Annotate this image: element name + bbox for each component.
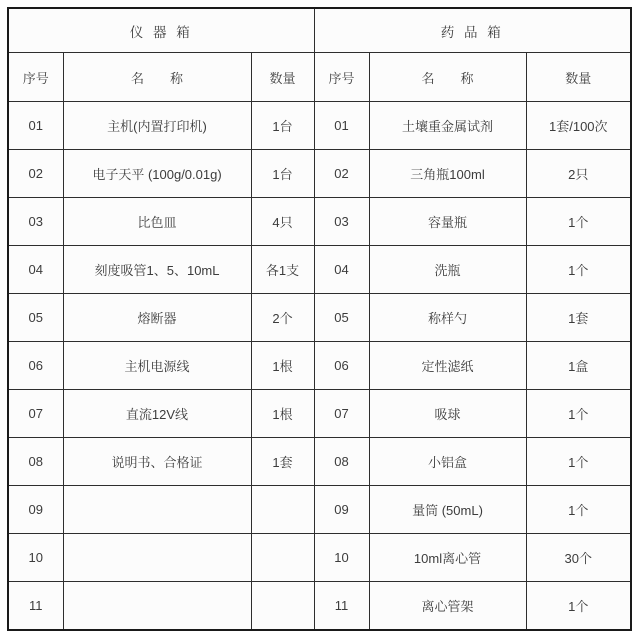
medicine-qty-cell: 1个 — [526, 390, 631, 438]
medicine-name-cell: 10ml离心管 — [369, 534, 526, 582]
medicine-index-cell: 06 — [314, 342, 369, 390]
table-row — [8, 486, 631, 534]
instrument-index-cell: 01 — [8, 102, 63, 150]
instrument-qty-cell: 4只 — [251, 198, 314, 246]
medicine-index-cell: 03 — [314, 198, 369, 246]
medicine-qty-cell: 1套 — [526, 294, 631, 342]
instrument-qty-cell: 1台 — [251, 102, 314, 150]
medicine-qty-cell: 1套/100次 — [526, 102, 631, 150]
medicine-index-cell: 09 — [314, 486, 369, 534]
instrument-qty-cell — [251, 486, 314, 534]
instrument-qty-cell: 1台 — [251, 150, 314, 198]
medicine-index-cell: 11 — [314, 582, 369, 631]
medicine-name-cell: 称样勺 — [369, 294, 526, 342]
instrument-index-cell: 07 — [8, 390, 63, 438]
instrument-name-cell: 主机(内置打印机) — [63, 102, 251, 150]
medicine-index-cell: 04 — [314, 246, 369, 294]
instrument-index-cell: 04 — [8, 246, 63, 294]
table-row — [8, 438, 631, 486]
medicine-qty-cell: 30个 — [526, 534, 631, 582]
table-row — [8, 342, 631, 390]
medicine-index-cell: 01 — [314, 102, 369, 150]
table-row — [8, 102, 631, 150]
instrument-index-cell: 02 — [8, 150, 63, 198]
medicine-name-cell: 定性滤纸 — [369, 342, 526, 390]
column-header-row — [8, 53, 631, 102]
instrument-index-cell: 06 — [8, 342, 63, 390]
medicine-qty-cell: 1个 — [526, 582, 631, 631]
medicine-qty-cell: 1个 — [526, 198, 631, 246]
instrument-index-cell: 09 — [8, 486, 63, 534]
instrument-name-cell: 刻度吸管1、5、10mL — [63, 246, 251, 294]
medicine-name-cell: 量筒 (50mL) — [369, 486, 526, 534]
table-row — [8, 294, 631, 342]
medicine-box-title: 药 品 箱 — [314, 8, 631, 53]
medicine-qty-cell: 1个 — [526, 246, 631, 294]
instrument-col-header-qty: 数量 — [251, 53, 314, 102]
instrument-col-header-name: 名 称 — [63, 53, 251, 102]
instrument-name-cell: 说明书、合格证 — [63, 438, 251, 486]
table-row — [8, 198, 631, 246]
title-row — [8, 8, 631, 53]
medicine-index-cell: 10 — [314, 534, 369, 582]
instrument-index-cell: 08 — [8, 438, 63, 486]
instrument-box-title: 仪 器 箱 — [8, 8, 314, 53]
table-row — [8, 534, 631, 582]
medicine-index-cell: 08 — [314, 438, 369, 486]
medicine-qty-cell: 1盒 — [526, 342, 631, 390]
instrument-qty-cell — [251, 534, 314, 582]
table-row — [8, 150, 631, 198]
instrument-qty-cell: 2个 — [251, 294, 314, 342]
medicine-name-cell: 容量瓶 — [369, 198, 526, 246]
instrument-index-cell: 05 — [8, 294, 63, 342]
medicine-qty-cell: 2只 — [526, 150, 631, 198]
medicine-name-cell: 吸球 — [369, 390, 526, 438]
medicine-col-header-qty: 数量 — [526, 53, 631, 102]
packing-list-table — [7, 7, 632, 631]
medicine-index-cell: 05 — [314, 294, 369, 342]
medicine-qty-cell: 1个 — [526, 438, 631, 486]
medicine-qty-cell: 1个 — [526, 486, 631, 534]
medicine-name-cell: 三角瓶100ml — [369, 150, 526, 198]
medicine-name-cell: 土壤重金属试剂 — [369, 102, 526, 150]
medicine-index-cell: 02 — [314, 150, 369, 198]
medicine-index-cell: 07 — [314, 390, 369, 438]
instrument-index-cell: 03 — [8, 198, 63, 246]
instrument-qty-cell: 各1支 — [251, 246, 314, 294]
instrument-name-cell: 比色皿 — [63, 198, 251, 246]
table-row — [8, 390, 631, 438]
instrument-index-cell: 10 — [8, 534, 63, 582]
instrument-qty-cell: 1根 — [251, 342, 314, 390]
medicine-name-cell: 洗瓶 — [369, 246, 526, 294]
instrument-name-cell: 熔断器 — [63, 294, 251, 342]
instrument-name-cell: 直流12V线 — [63, 390, 251, 438]
medicine-col-header-index: 序号 — [314, 53, 369, 102]
instrument-index-cell: 11 — [8, 582, 63, 631]
table-row — [8, 246, 631, 294]
instrument-qty-cell: 1套 — [251, 438, 314, 486]
instrument-name-cell: 主机电源线 — [63, 342, 251, 390]
instrument-name-cell — [63, 534, 251, 582]
instrument-qty-cell: 1根 — [251, 390, 314, 438]
medicine-name-cell: 离心管架 — [369, 582, 526, 631]
instrument-name-cell — [63, 486, 251, 534]
medicine-name-cell: 小铝盒 — [369, 438, 526, 486]
instrument-name-cell: 电子天平 (100g/0.01g) — [63, 150, 251, 198]
medicine-col-header-name: 名 称 — [369, 53, 526, 102]
instrument-col-header-index: 序号 — [8, 53, 63, 102]
